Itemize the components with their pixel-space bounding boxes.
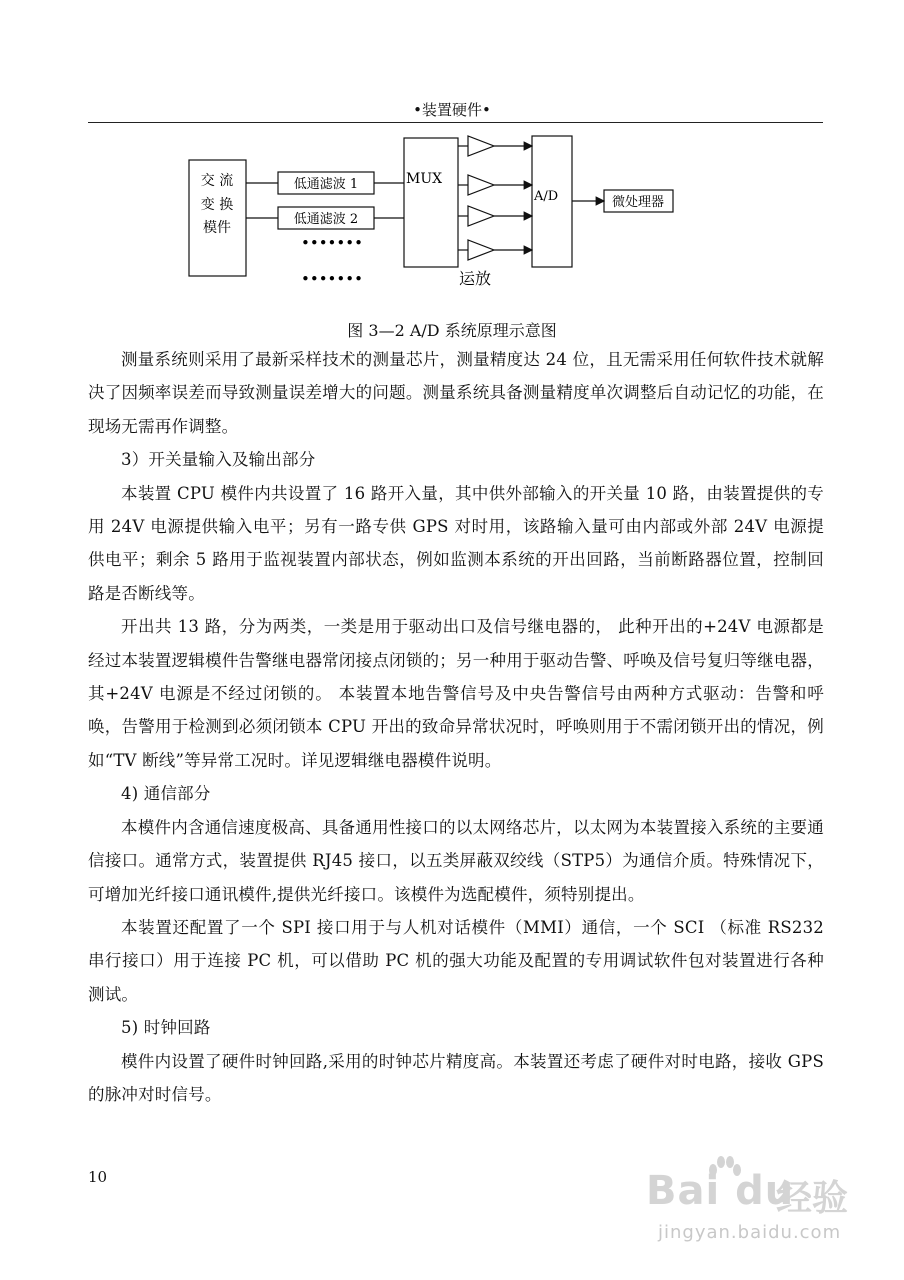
ad-label: A/D (534, 189, 559, 204)
mux-label: MUX (406, 171, 443, 187)
filter2-label: 低通滤波 2 (293, 212, 359, 227)
figure-caption: 图 3—2 A/D 系统原理示意图 (347, 321, 557, 340)
converter-label-2: 变 换 (200, 197, 234, 213)
opamp-label: 运放 (459, 269, 492, 288)
ad-system-diagram (0, 128, 904, 318)
watermark-cn: 经验 (776, 1178, 849, 1219)
baidu-jingyan-watermark (640, 1160, 870, 1270)
filter1-label: 低通滤波 1 (293, 177, 359, 192)
watermark-brand: Bai du (646, 1168, 795, 1214)
running-header: •装置硬件• (413, 101, 491, 119)
body-text (88, 343, 824, 1111)
page-number: 10 (88, 1168, 108, 1186)
dots-row-1: ••••••• (301, 234, 363, 252)
paragraph: 模件内设置了硬件时钟回路,采用的时钟芯片精度高。本装置还考虑了硬件对时电路，接收 GPS 的脉冲对时信号。 (88, 1051, 824, 1104)
opamp-3 (458, 206, 532, 226)
converter-label-1: 交 流 (200, 173, 234, 189)
paragraph: 测量系统则采用了最新采样技术的测量芯片，测量精度达 24 位，且无需采用任何软件技术就解决了因频率误差而导致测量误差增大的问题。测量系统具备测量精度单次调整后自动记忆的功能，在现场无需再作调整。 (88, 350, 824, 436)
dots-row-2: ••••••• (301, 270, 363, 288)
mux-box (404, 138, 458, 267)
section-heading-4: 4) 通信部分 (121, 784, 211, 804)
paragraph: 本装置还配置了一个 SPI 接口用于与人机对话模件（MMI）通信，一个 SCI （标准 RS232 串行接口）用于连接 PC 机，可以借助 PC 机的强大功能及配置的专用调试软件包对装置进行各种测试。 (88, 917, 824, 1004)
paragraph: 本装置 CPU 模件内共设置了 16 路开入量，其中供外部输入的开关量 10 路，由装置提供的专用 24V 电源提供输入电平；另有一路专供 GPS 对时用，该路输入量可由内部或外部 24V 电源提供电平；剩余 5 路用于监视装置内部状态，例如监测本系统的开出回路，当前断路器位置，控制回路是否断线等。 (88, 483, 824, 603)
opamp-4 (458, 240, 532, 260)
converter-label-3: 模件 (203, 220, 231, 236)
paragraph: 开出共 13 路，分为两类，一类是用于驱动出口及信号继电器的， 此种开出的+24V 电源都是经过本装置逻辑模件告警继电器常闭接点闭锁的；另一种用于驱动告警、呼唤及信号复归等继电器，其+24V 电源是不经过闭锁的。 本装置本地告警信号及中央告警信号由两种方式驱动：告警和呼唤，告警用于检测到必须闭锁本 CPU 开出的致命异常状况时，呼唤则用于不需闭锁开出的情况，例如“TV 断线”等异常工况时。详见逻辑继电器模件说明。 (88, 617, 824, 770)
paragraph: 本模件内含通信速度极高、具备通用性接口的以太网络芯片，以太网为本装置接入系统的主要通信接口。通常方式，装置提供 RJ45 接口，以五类屏蔽双绞线（STP5）为通信介质。特殊情况下，可增加光纤接口通讯模件,提供光纤接口。该模件为选配模件，须特别提出。 (88, 817, 824, 904)
opamp-1 (458, 136, 532, 156)
watermark-url: jingyan.baidu.com (658, 1222, 842, 1243)
section-heading-3: 3）开关量输入及输出部分 (121, 450, 316, 470)
micro-label: 微处理器 (611, 195, 665, 210)
opamp-2 (458, 175, 532, 195)
header-rule (88, 122, 823, 123)
section-heading-5: 5) 时钟回路 (121, 1018, 211, 1038)
